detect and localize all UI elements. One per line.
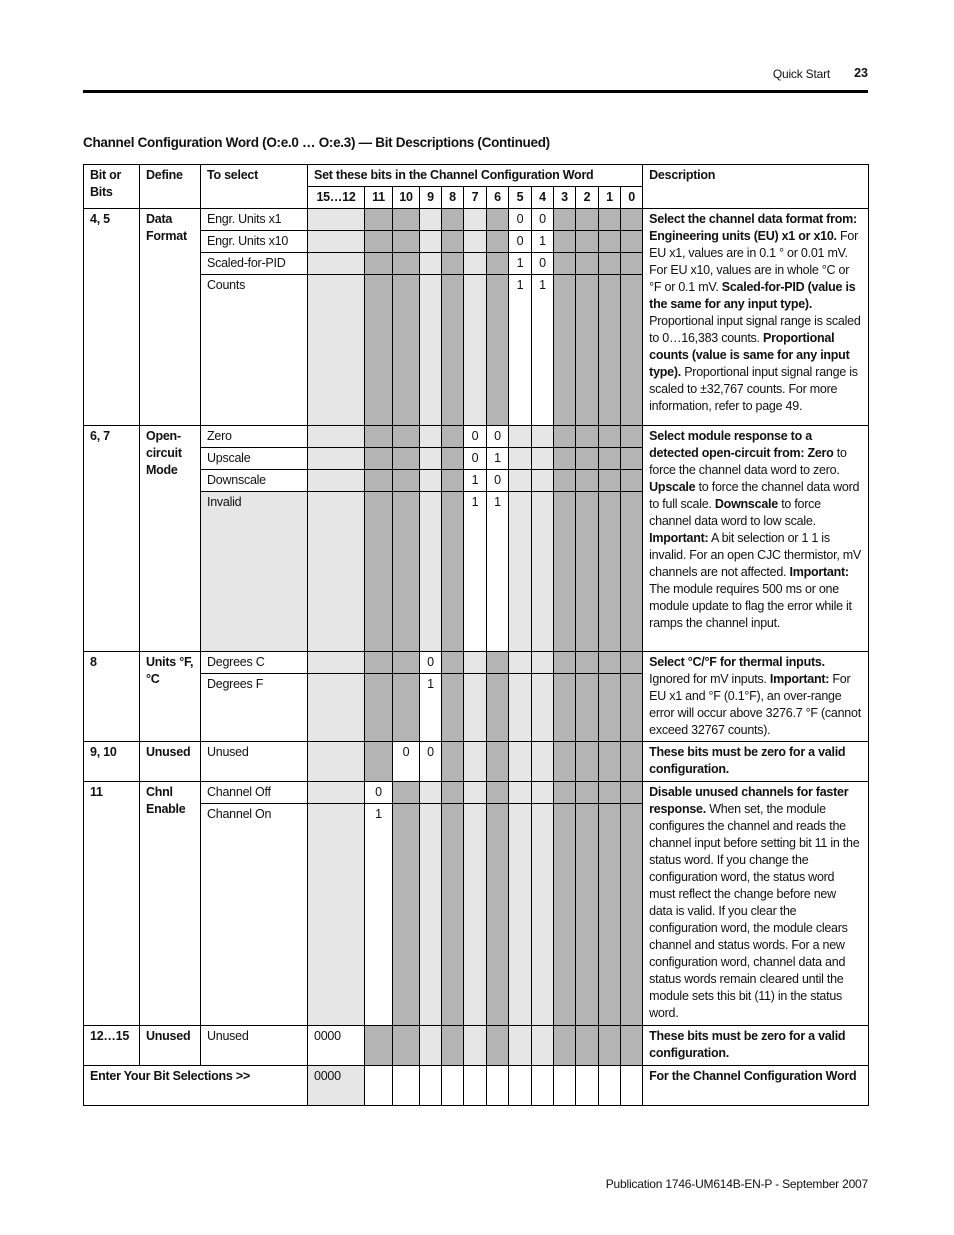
bit-cell [420,782,442,804]
bit-cell [420,426,442,448]
bit-cell [365,253,393,275]
table-row [84,209,869,231]
description-bold: Important: [769,672,830,686]
bit-cell [464,742,487,782]
bit-cell [308,674,365,742]
entry-bit-cell [576,1066,599,1106]
bit-cell [393,426,420,448]
select-cell: Invalid [201,492,308,652]
description-bold: Upscale [649,480,696,494]
bit-cell [464,231,487,253]
bit-cell: 0000 [308,1026,365,1066]
description-bold: Downscale [714,497,778,511]
define-cell: Units °F, °C [140,652,201,742]
bit-cell [599,209,621,231]
bit-cell: 1 [487,492,509,652]
description-cell [643,742,869,782]
description-text: to force the channel data word to full scale. [649,480,860,511]
bit-cell [393,492,420,652]
bit-cell: 0 [393,742,420,782]
bit-cell [464,652,487,674]
bit-cell [308,782,365,804]
entry-bit-cell [509,1066,532,1106]
bit-cell: 1 [420,674,442,742]
bit-cell [442,742,464,782]
description-text: The module requires 500 ms or one module update to flag the error while it ramps the channel input. [649,582,852,630]
bit-cell [393,470,420,492]
bit-cell [599,652,621,674]
description-bold: These bits must be zero for a valid configuration. [649,745,846,776]
select-cell: Scaled-for-PID [201,253,308,275]
page-number: 23 [854,66,868,80]
bit-cell [308,742,365,782]
bit-cell: 1 [464,470,487,492]
bit-cell [621,426,643,448]
bit-cell [420,1026,442,1066]
entry-bit-cell [420,1066,442,1106]
entry-bit-cell [599,1066,621,1106]
bit-cell [599,470,621,492]
bit-cell [442,1026,464,1066]
table-row-entry [84,1066,869,1106]
description-bold: Select module response to a detected open-circuit from: Zero [649,429,834,460]
description-bold: Proportional counts (value is same for any input type). [649,331,850,379]
bit-cell [442,782,464,804]
bit-cell [464,253,487,275]
bit-table [83,164,869,1106]
select-cell: Channel On [201,804,308,1026]
description-cell [643,426,869,652]
bit-cell [509,426,532,448]
bit-cell [393,652,420,674]
bit-cell [509,470,532,492]
bit-cell [599,231,621,253]
bit-cell [621,674,643,742]
bit-cell: 1 [532,275,554,426]
bits-cell: 8 [84,652,140,742]
bit-cell [554,782,576,804]
bit-cell [554,674,576,742]
select-cell: Upscale [201,448,308,470]
bit-cell [621,1026,643,1066]
bit-col-header: 5 [509,187,532,209]
bit-cell [621,209,643,231]
bit-cell [509,782,532,804]
bit-cell [393,275,420,426]
bit-cell [576,275,599,426]
bits-cell: 11 [84,782,140,1026]
bit-cell [509,674,532,742]
select-cell: Engr. Units x1 [201,209,308,231]
table-row [84,742,869,782]
bit-cell [308,652,365,674]
bit-cell [464,275,487,426]
bit-cell [365,209,393,231]
bit-cell [532,674,554,742]
select-cell: Zero [201,426,308,448]
bit-col-header: 6 [487,187,509,209]
bit-cell [554,426,576,448]
bit-cell [599,448,621,470]
bit-cell [554,804,576,1026]
bit-cell [599,492,621,652]
description-bold: These bits must be zero for a valid configuration. [649,1029,846,1060]
bit-cell [393,253,420,275]
bit-cell [464,209,487,231]
bit-cell [393,1026,420,1066]
bit-cell [420,448,442,470]
bit-cell [365,674,393,742]
bit-cell [576,426,599,448]
table-caption: Channel Configuration Word (O:e.0 … O:e.3) — Bit Descriptions (Continued) [83,135,550,150]
bit-col-header: 15…12 [308,187,365,209]
table-row [84,1026,869,1066]
bit-cell [464,674,487,742]
bit-cell [532,652,554,674]
bit-cell [487,209,509,231]
bit-cell [576,652,599,674]
col-header-define: Define [140,165,201,209]
bit-cell [308,231,365,253]
bit-cell [554,492,576,652]
bit-cell [599,275,621,426]
bit-cell: 1 [464,492,487,652]
bit-cell [554,275,576,426]
bit-cell: 0 [487,470,509,492]
bit-cell [576,209,599,231]
table-row [84,426,869,448]
bits-cell: 9, 10 [84,742,140,782]
bit-cell [532,426,554,448]
bit-col-header: 7 [464,187,487,209]
bit-col-header: 1 [599,187,621,209]
bit-col-header: 8 [442,187,464,209]
select-cell: Unused [201,742,308,782]
description-cell [643,1026,869,1066]
bit-cell [420,804,442,1026]
entry-bit-cell [532,1066,554,1106]
bit-cell [599,1026,621,1066]
bit-cell [365,492,393,652]
bit-cell [554,470,576,492]
bit-cell [464,804,487,1026]
bit-cell [442,426,464,448]
bit-cell [487,253,509,275]
bit-cell [393,448,420,470]
bit-cell [576,804,599,1026]
bit-cell [621,804,643,1026]
entry-bit-cell [621,1066,643,1106]
entry-bit-cell [365,1066,393,1106]
bit-cell [487,275,509,426]
bit-cell [532,742,554,782]
select-cell: Degrees C [201,652,308,674]
select-cell: Channel Off [201,782,308,804]
bit-col-header: 0 [621,187,643,209]
bit-cell: 1 [532,231,554,253]
bit-col-header: 4 [532,187,554,209]
bit-cell [621,470,643,492]
bit-cell [599,782,621,804]
bit-cell [308,275,365,426]
bit-cell [420,492,442,652]
bit-col-header: 3 [554,187,576,209]
bit-cell [393,231,420,253]
bit-col-header: 10 [393,187,420,209]
bit-cell: 0 [509,209,532,231]
entry-bit-cell [554,1066,576,1106]
description-text: Proportional input signal range is scaled to 0…16,383 counts. [649,314,861,345]
bit-cell [532,1026,554,1066]
bit-cell [487,782,509,804]
bit-cell [576,674,599,742]
bit-cell [554,742,576,782]
bit-cell [576,231,599,253]
bit-cell [464,1026,487,1066]
bit-cell [393,804,420,1026]
bit-cell: 0 [464,426,487,448]
bit-cell: 0 [532,253,554,275]
bit-cell: 0 [532,209,554,231]
select-cell: Downscale [201,470,308,492]
description-text: A bit selection or 1 1 is invalid. For an open CJC thermistor, mV channels are not affected. [649,531,862,579]
bit-cell [509,652,532,674]
bit-cell [308,448,365,470]
bit-cell [487,742,509,782]
bit-cell [621,652,643,674]
bit-cell: 1 [509,275,532,426]
table-row [84,652,869,674]
bit-cell [621,448,643,470]
bit-cell: 1 [487,448,509,470]
bit-cell [576,782,599,804]
bit-cell [509,492,532,652]
bit-cell [393,674,420,742]
description-text: For EU x1 and °F (0.1°F), an over-range error will occur above 3276.7 °F (cannot exceed 32767 counts). [649,672,861,737]
bit-cell: 1 [365,804,393,1026]
description-bold: Important: [789,565,849,579]
description-text: Proportional input signal range is scaled to ±32,767 counts. For more information, refer to page 49. [649,365,858,413]
entry-description: For the Channel Configuration Word [643,1066,869,1106]
select-cell: Counts [201,275,308,426]
bit-cell [554,652,576,674]
bit-cell [509,448,532,470]
bit-cell [442,448,464,470]
bit-cell: 1 [509,253,532,275]
bit-cell [621,492,643,652]
bit-cell [308,426,365,448]
bit-cell: 0 [420,742,442,782]
bit-cell [420,231,442,253]
bit-cell: 0 [487,426,509,448]
description-bold: Select °C/°F for thermal inputs. [649,655,825,669]
entry-label: Enter Your Bit Selections >> [84,1066,308,1106]
bit-cell [365,742,393,782]
description-bold: Disable unused channels for faster response. [649,785,849,816]
description-text: to force the channel data word to zero. [649,446,847,477]
entry-bit-cell [464,1066,487,1106]
define-cell: Unused [140,742,201,782]
define-cell: Open-circuit Mode [140,426,201,652]
bit-cell [621,253,643,275]
define-cell: Unused [140,1026,201,1066]
bit-cell [487,652,509,674]
bit-cell [393,782,420,804]
bit-cell [599,253,621,275]
define-cell: Chnl Enable [140,782,201,1026]
description-cell [643,652,869,742]
bit-cell [420,209,442,231]
description-bold: Scaled-for-PID (value is the same for any input type). [649,280,856,311]
bit-cell [621,782,643,804]
bit-cell [554,1026,576,1066]
bit-cell: 0 [420,652,442,674]
bit-cell [599,804,621,1026]
bit-cell [442,253,464,275]
bit-col-header: 2 [576,187,599,209]
bit-cell [576,742,599,782]
description-bold: Important: [649,531,709,545]
bit-col-header: 11 [365,187,393,209]
bit-cell [420,275,442,426]
entry-bit-cell [393,1066,420,1106]
bit-cell [308,209,365,231]
bits-cell: 6, 7 [84,426,140,652]
bit-cell [554,209,576,231]
bit-cell [442,804,464,1026]
bit-cell [393,209,420,231]
page-header [83,64,868,93]
entry-bit-cell [442,1066,464,1106]
bit-cell [532,492,554,652]
bit-cell [509,1026,532,1066]
table-row [84,782,869,804]
bits-cell: 4, 5 [84,209,140,426]
bit-cell [308,492,365,652]
bit-cell [365,231,393,253]
col-header-set-bits: Set these bits in the Channel Configuration Word [308,165,643,187]
bit-cell [576,470,599,492]
bit-cell [509,742,532,782]
description-text: Ignored for mV inputs. [649,672,767,686]
bit-cell [532,470,554,492]
bit-cell [599,426,621,448]
bit-cell [442,275,464,426]
bit-cell [308,804,365,1026]
bit-cell [442,231,464,253]
bit-cell [442,209,464,231]
bit-cell [365,1026,393,1066]
bit-cell [308,253,365,275]
bit-cell [420,253,442,275]
bit-cell [621,231,643,253]
bit-cell [599,742,621,782]
bit-cell [365,470,393,492]
bit-cell [576,253,599,275]
bit-cell [442,652,464,674]
bit-cell [621,742,643,782]
bit-cell [442,674,464,742]
bit-cell [487,1026,509,1066]
select-cell: Unused [201,1026,308,1066]
select-cell: Engr. Units x10 [201,231,308,253]
bit-cell [365,426,393,448]
bit-cell [576,1026,599,1066]
bits-cell: 12…15 [84,1026,140,1066]
bit-cell [487,674,509,742]
bit-cell [487,231,509,253]
bit-cell [554,231,576,253]
bit-cell [442,492,464,652]
bit-cell [308,470,365,492]
entry-value-1512: 0000 [308,1066,365,1106]
header-section: Quick Start [772,67,830,81]
bit-cell [554,253,576,275]
bit-cell: 0 [509,231,532,253]
bit-cell [365,275,393,426]
bit-cell: 0 [464,448,487,470]
bit-cell [576,448,599,470]
description-bold: Select the channel data format from: Engineering units (EU) x1 or x10. [649,212,857,243]
bit-cell [554,448,576,470]
bit-cell [532,804,554,1026]
bit-cell [365,448,393,470]
col-header-select: To select [201,165,308,209]
description-text: When set, the module configures the channel and reads the channel input before setting bit 11 in the status word. If you change the configuration word, the status word must reflect the change before new data is valid. If you clear the configuration word, the module clears channel and status words. For a new configuration word, channel data and status words remain cleared until the module sets this bit (11) in the status word. [649,802,860,1020]
select-cell: Degrees F [201,674,308,742]
bit-cell [487,804,509,1026]
bit-cell [442,470,464,492]
col-header-description: Description [643,165,869,209]
bit-cell [576,492,599,652]
bit-col-header: 9 [420,187,442,209]
define-cell: Data Format [140,209,201,426]
publication-footer: Publication 1746-UM614B-EN-P - September 2007 [605,1177,868,1191]
bit-cell [509,804,532,1026]
bit-cell: 0 [365,782,393,804]
bit-cell [621,275,643,426]
description-text: to force channel data word to low scale. [649,497,821,528]
col-header-bits: Bit or Bits [84,165,140,209]
bit-cell [599,674,621,742]
description-cell [643,782,869,1026]
description-text: For EU x1, values are in 0.1 ° or 0.01 mV. For EU x10, values are in whole °C or °F or 0.1 mV. [649,229,859,294]
entry-bit-cell [487,1066,509,1106]
bit-cell [532,782,554,804]
bit-cell [532,448,554,470]
description-cell [643,209,869,426]
bit-cell [365,652,393,674]
bit-cell [464,782,487,804]
bit-cell [420,470,442,492]
